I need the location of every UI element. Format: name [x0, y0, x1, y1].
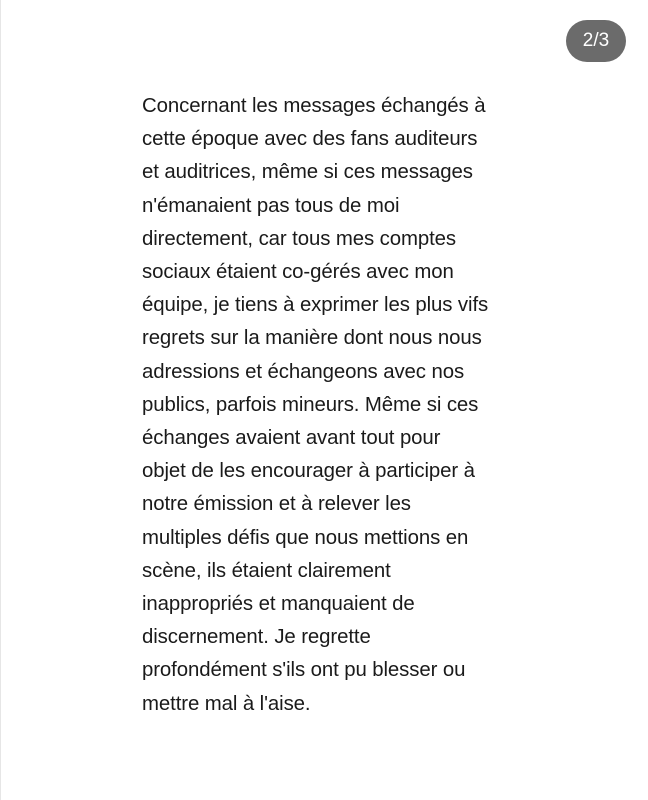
statement-line: mettre mal à l'aise. [142, 692, 311, 715]
statement-line: multiples défis que nous mettions en [142, 526, 469, 549]
statement-line: regrets sur la manière dont nous nous [142, 327, 482, 350]
statement-line: publics, parfois mineurs. Même si ces [142, 393, 479, 416]
statement-line: profondément s'ils ont pu blesser ou [142, 659, 466, 682]
statement-line: Concernant les messages échangés à [142, 95, 486, 117]
page-indicator: 2/3 [566, 20, 626, 62]
statement-line: échanges avaient avant tout pour [142, 427, 441, 450]
statement-line: directement, car tous mes comptes [142, 227, 457, 250]
statement-text [142, 90, 542, 721]
statement-line: adressions et échangeons avec nos [142, 360, 465, 383]
statement-line: sociaux étaient co-gérés avec mon [142, 261, 454, 284]
statement-line: et auditrices, même si ces messages [142, 161, 473, 184]
statement-line: équipe, je tiens à exprimer les plus vifs [142, 294, 489, 317]
statement-line: n'émanaient pas tous de moi [142, 194, 400, 217]
statement-line: inappropriés et manquaient de [142, 593, 415, 616]
statement-line: discernement. Je regrette [142, 626, 371, 649]
statement-line: scène, ils étaient clairement [142, 559, 391, 582]
statement-line: objet de les encourager à participer à [142, 460, 475, 483]
statement-line: cette époque avec des fans auditeurs [142, 128, 478, 151]
statement-line: notre émission et à relever les [142, 493, 411, 516]
